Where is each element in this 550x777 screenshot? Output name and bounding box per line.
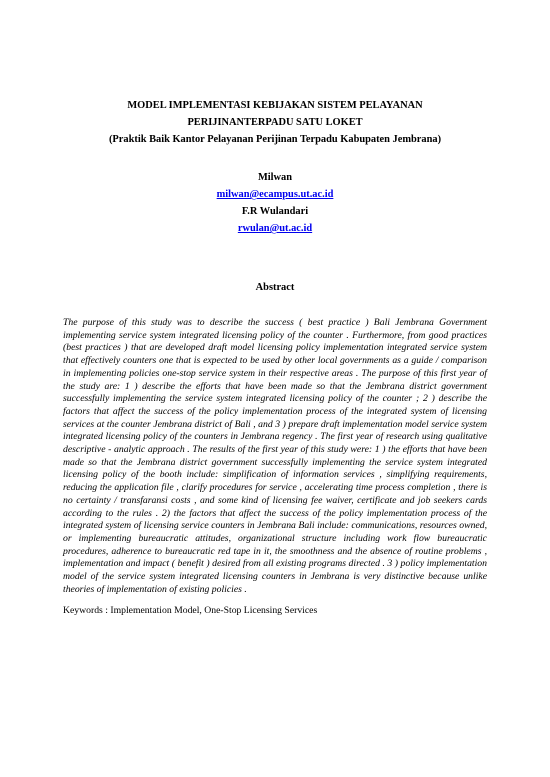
abstract-heading: Abstract <box>255 282 295 293</box>
author-name-2: F.R Wulandari <box>241 206 309 217</box>
author-name-1: Milwan <box>257 172 293 183</box>
paper-page <box>63 97 487 617</box>
paper-subtitle: (Praktik Baik Kantor Pelayanan Perijinan Terpadu Kabupaten Jembrana) <box>108 134 442 145</box>
title-line-2: PERIJINANTERPADU SATU LOKET <box>187 117 363 128</box>
title-line-1: MODEL IMPLEMENTASI KEBIJAKAN SISTEM PELAYANAN <box>127 100 423 111</box>
author-block <box>63 169 487 237</box>
keywords-line: Keywords : Implementation Model, One-Stop Licensing Services <box>63 605 318 617</box>
author-email-2[interactable]: rwulan@ut.ac.id <box>237 223 313 234</box>
paper-title <box>63 97 487 148</box>
abstract-text: The purpose of this study was to describe the success ( best practice ) Bali Jembrana Government implementing service system integrated licensing policy of the counter . Furthermore, from good practices (best practices ) that are developed draft model licensing policy implementation integrated service system that effectively counters one that is expected to be used by other local governments as a guide / comparison in implementing policies one-stop service system in their respective areas . The purpose of this first year of the study are: 1 ) describe the efforts that have been made so that the Jembrana district government successfully implementing the service system integrated licensing policy of the counter ; 2 ) describe the factors that affect the success of the policy implementation process of the integrated system of licensing services at the counter Jembrana district of Bali , and 3 ) prepare draft implementation model service system integrated licensing policy of the counters in Jembrana regency . The first year of research using qualitative descriptive - analytic approach . The results of the first year of this study were: 1 ) the efforts that have been made so that the Jembrana district government successfully implementing the service system integrated licensing policy of the booth include: simplification of information services , simplifying requirements, reducing the application file , clarify procedures for service , accelerating time process completion , there is no certainty / transfaransi costs , and some kind of licensing fee waiver, certificate and job seekers cards according to the rules . 2) the factors that affect the success of the policy implementation process of the integrated system of licensing service counters in Jembrana Bali include: communications, resources owned, or implementing bureaucratic attitudes, organizational structure including work flow bureaucratic procedures, adherence to bureaucratic red tape in it, the smoothness and the absence of routine problems , implementation and impact ( benefit ) desired from all existing programs directed . 3 ) policy implementation model of the service system integrated licensing counters in Jembrana is very distinctive because unlike theories of implementation of existing policies . <box>63 317 487 595</box>
author-email-1[interactable]: milwan@ecampus.ut.ac.id <box>216 189 334 200</box>
